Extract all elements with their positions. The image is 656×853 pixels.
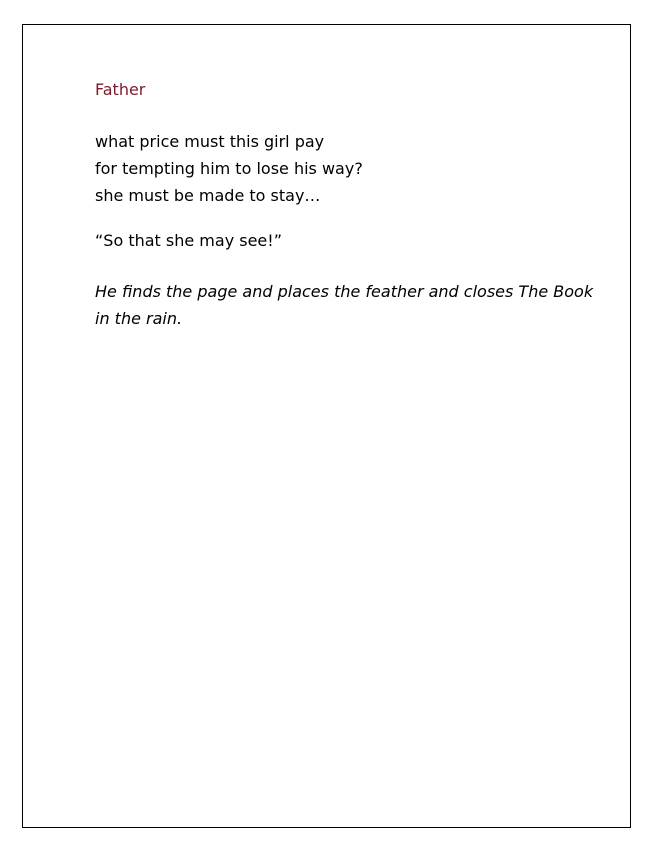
page-content xyxy=(95,79,595,332)
stage-direction xyxy=(95,278,595,332)
speaker-name: Father xyxy=(95,80,146,99)
verse-line: she must be made to stay… xyxy=(95,186,321,205)
verse-line: what price must this girl pay xyxy=(95,132,325,151)
verse-stanza xyxy=(95,128,595,209)
spoken-quote: “So that she may see!” xyxy=(95,231,282,250)
document-page xyxy=(22,24,631,828)
stage-direction-line: He finds the page and places the feather and closes The Book xyxy=(95,282,594,301)
verse-line: for tempting him to lose his way? xyxy=(95,159,363,178)
stage-direction-line: in the rain. xyxy=(95,309,183,328)
